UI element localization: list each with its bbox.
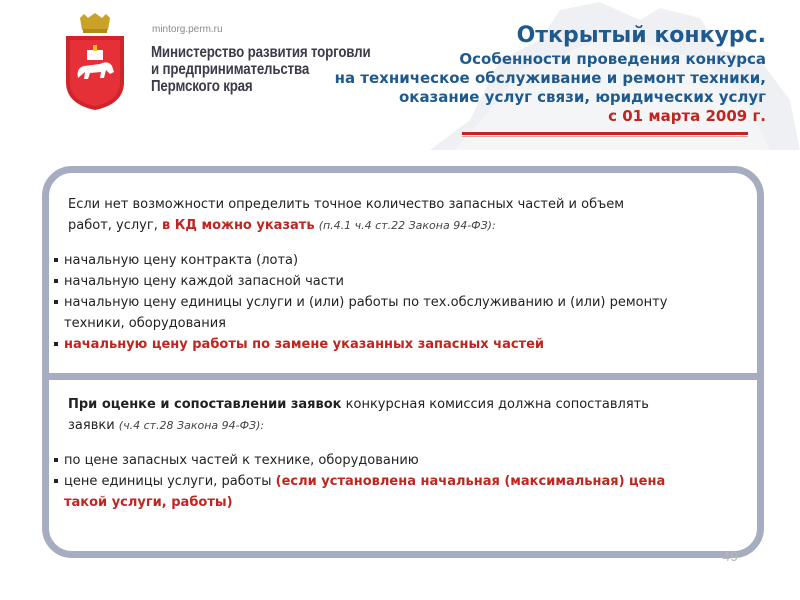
list-item-text: по цене запасных частей к технике, оборудованию — [64, 453, 419, 468]
title-underline — [462, 132, 748, 135]
section-evaluation — [54, 394, 754, 513]
bullet-icon — [54, 458, 58, 462]
list-item-text-highlight: начальную цену работы по замене указанных запасных частей — [64, 337, 545, 352]
bullet-icon — [54, 258, 58, 262]
site-url: mintorg.perm.ru — [152, 24, 223, 35]
list-item — [54, 471, 754, 492]
section2-intro-line1 — [68, 394, 754, 415]
section1-intro-line2 — [68, 215, 754, 236]
frame-divider — [42, 373, 764, 380]
section1-intro — [54, 194, 754, 236]
list-item — [54, 334, 754, 355]
slide-title: Открытый конкурс. — [516, 23, 766, 48]
section-spare-parts — [54, 194, 754, 355]
section1-intro-line1: Если нет возможности определить точное количество запасных частей и объем — [68, 197, 625, 212]
section2-law-reference: (ч.4 ст.28 Закона 94-ФЗ): — [118, 419, 265, 432]
section2-intro-bold: При оценке и сопоставлении заявок — [68, 397, 342, 412]
section2-intro-prefix: заявки — [68, 418, 119, 433]
subtitle-line-2: на техническое обслуживание и ремонт техники, — [334, 69, 766, 87]
section1-list — [54, 250, 754, 355]
ministry-name — [151, 44, 371, 95]
section1-intro-prefix: работ, услуг, — [68, 218, 162, 233]
list-item-text: начальную цену контракта (лота) — [64, 253, 299, 268]
ministry-line-1: Министерство развития торговли — [151, 44, 371, 61]
section2-list — [54, 450, 754, 513]
subtitle-date: с 01 марта 2009 г. — [608, 107, 766, 125]
list-item-continuation — [54, 492, 754, 513]
list-item — [54, 292, 754, 313]
list-item-continuation — [54, 313, 754, 334]
section1-law-reference: (п.4.1 ч.4 ст.22 Закона 94-ФЗ): — [318, 219, 496, 232]
ministry-line-3: Пермского края — [151, 78, 253, 95]
bullet-icon — [54, 342, 58, 346]
perm-krai-emblem-icon — [60, 12, 130, 112]
list-item-text: цене единицы услуги, работы — [64, 474, 276, 489]
list-item — [54, 271, 754, 292]
subtitle-line-1: Особенности проведения конкурса — [459, 50, 766, 68]
ministry-line-2: и предпринимательства — [151, 61, 310, 78]
bullet-icon — [54, 479, 58, 483]
list-item — [54, 450, 754, 471]
list-item-text: начальную цену единицы услуги и (или) работы по тех.обслуживанию и (или) ремонту — [64, 295, 668, 310]
bullet-icon — [54, 279, 58, 283]
title-underline-thin — [462, 136, 748, 137]
section2-intro — [54, 394, 754, 436]
list-item-text-highlight: (если установлена начальная (максимальная) цена — [275, 474, 666, 489]
list-item-text-highlight: такой услуги, работы) — [64, 495, 233, 510]
list-item-text: техники, оборудования — [64, 316, 226, 331]
subtitle-line-3: оказание услуг связи, юридических услуг — [398, 88, 766, 106]
list-item-text: начальную цену каждой запасной части — [64, 274, 344, 289]
bullet-icon — [54, 300, 58, 304]
section1-intro-highlight: в КД можно указать — [161, 218, 315, 233]
slide-header — [0, 0, 800, 150]
section2-intro-line2 — [68, 415, 754, 436]
page-number: 49 — [722, 548, 738, 564]
section2-intro-rest: конкурсная комиссия должна сопоставлять — [341, 397, 649, 412]
slide-title-block — [335, 22, 766, 126]
list-item — [54, 250, 754, 271]
